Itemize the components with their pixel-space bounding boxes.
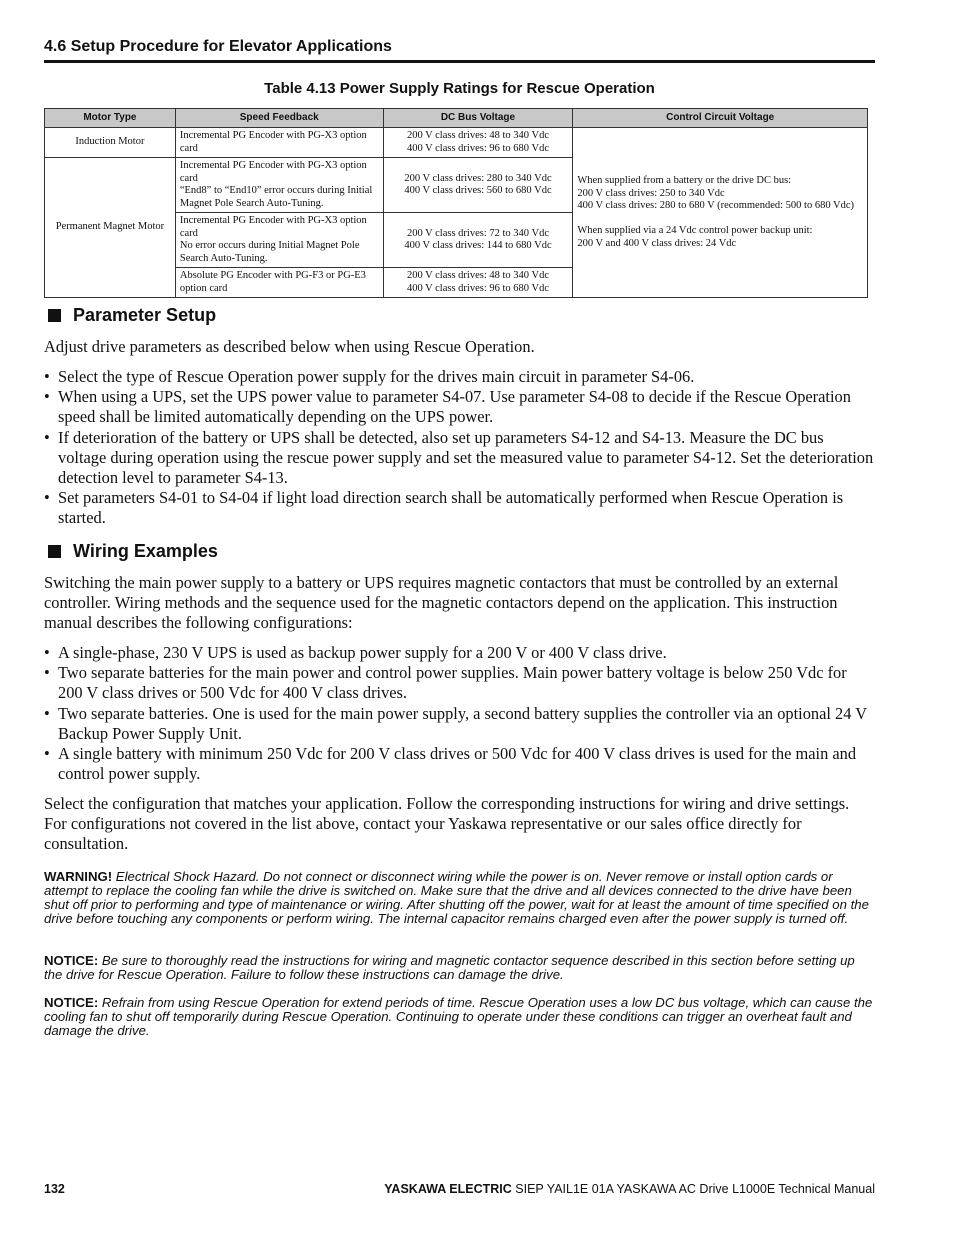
notice-block [44,954,875,982]
dc-bus-cell: 200 V class drives: 48 to 340 Vdc 400 V class drives: 96 to 680 Vdc [383,128,573,158]
table-row [45,128,868,158]
speed-feedback-cell: Incremental PG Encoder with PG-X3 option card No error occurs during Initial Magnet Pole Search Auto-Tuning. [175,213,383,268]
speed-feedback-cell: Incremental PG Encoder with PG-X3 option card [175,128,383,158]
motor-type-cell: Permanent Magnet Motor [45,158,176,298]
header-motor-type: Motor Type [45,109,176,128]
section-header-title: 4.6 Setup Procedure for Elevator Applications [44,38,392,55]
wiring-examples-heading [48,541,218,562]
parameter-setup-heading-text: Parameter Setup [73,305,217,325]
dc-bus-cell: 200 V class drives: 48 to 340 Vdc 400 V class drives: 96 to 680 Vdc [383,268,573,298]
warning-label: WARNING! [44,869,113,884]
notice-text: Be sure to thoroughly read the instructions for wiring and magnetic contactor sequence described in this section before setting up the drive for Rescue Operation. Failure to follow these instructions can damage the drive. [44,953,855,982]
header-control-circuit-voltage: Control Circuit Voltage [573,109,868,128]
footer-doc-title: SIEP YAIL1E 01A YASKAWA AC Drive L1000E Technical Manual [511,1182,875,1196]
parameter-setup-heading [48,305,216,326]
list-item: • When using a UPS, set the UPS power value to parameter S4-07. Use parameter S4-08 to decide if the Rescue Operation speed shall be limited automatically depending on the UPS power. [44,387,875,427]
square-bullet-icon [48,545,61,558]
warning-block [44,870,875,926]
footer-doc-info [384,1182,875,1196]
list-item: • A single battery with minimum 250 Vdc for 200 V class drives or 500 Vdc for 400 V class drives is used for the main and control power supply. [44,744,875,784]
list-item: • Set parameters S4-01 to S4-04 if light load direction search shall be automatically performed when Rescue Operation is started. [44,488,875,528]
notice-label: NOTICE: [44,953,99,968]
warning-text: Electrical Shock Hazard. Do not connect or disconnect wiring while the power is on. Never remove or install option cards or attempt to replace the cooling fan while the drive is switched on. Make sure that the drive and all devices connected to the drive have been shut off prior to performing and type of maintenance or wiring. After shutting off the power, wait for at least the amount of time specified on the drive before touching any components or perform wiring. The internal capacitor remains charged even after the power supply is turned off. [44,869,869,926]
table-header-row [45,109,868,128]
header-speed-feedback: Speed Feedback [175,109,383,128]
dc-bus-cell: 200 V class drives: 280 to 340 Vdc 400 V class drives: 560 to 680 Vdc [383,158,573,213]
parameter-setup-list [44,367,875,529]
page-number: 132 [44,1182,65,1196]
square-bullet-icon [48,309,61,322]
wiring-examples-list [44,643,875,784]
wiring-examples-heading-text: Wiring Examples [73,541,218,561]
speed-feedback-cell: Incremental PG Encoder with PG-X3 option card “End8” to “End10” error occurs during Initial Magnet Pole Search Auto-Tuning. [175,158,383,213]
notice-block [44,996,875,1038]
wiring-examples-outro: Select the configuration that matches your application. Follow the corresponding instructions for wiring and drive settings. For configurations not covered in the list above, contact your Yaskawa representative or our sales office directly for consultation. [44,794,850,854]
header-dc-bus-voltage: DC Bus Voltage [383,109,573,128]
parameter-setup-intro: Adjust drive parameters as described below when using Rescue Operation. [44,337,535,356]
motor-type-cell: Induction Motor [45,128,176,158]
list-item: • If deterioration of the battery or UPS shall be detected, also set up parameters S4-12 and S4-13. Measure the DC bus voltage during operation using the rescue power supply and set the measured value to parameter S4-12. Set the deterioration detection level to parameter S4-13. [44,428,875,489]
notice-label: NOTICE: [44,995,99,1010]
header-rule [44,60,875,63]
list-item: • Two separate batteries for the main power and control power supplies. Main power battery voltage is below 250 Vdc for 200 V class drives or 500 Vdc for 400 V class drives. [44,663,875,703]
power-supply-ratings-table [44,108,868,298]
footer-brand: YASKAWA ELECTRIC [384,1182,512,1196]
control-circuit-voltage-cell: When supplied from a battery or the drive DC bus: 200 V class drives: 250 to 340 Vdc 400 V class drives: 280 to 680 V (recommended: 500 to 680 Vdc) When supplied via a 24 Vdc control power backup unit: 200 V and 400 V class drives: 24 Vdc [573,128,868,298]
dc-bus-cell: 200 V class drives: 72 to 340 Vdc 400 V class drives: 144 to 680 Vdc [383,213,573,268]
list-item: • A single-phase, 230 V UPS is used as backup power supply for a 200 V or 400 V class drive. [44,643,875,663]
list-item: • Select the type of Rescue Operation power supply for the drives main circuit in parameter S4-06. [44,367,875,387]
speed-feedback-cell: Absolute PG Encoder with PG-F3 or PG-E3 option card [175,268,383,298]
table-caption: Table 4.13 Power Supply Ratings for Rescue Operation [264,80,655,97]
notice-text: Refrain from using Rescue Operation for extend periods of time. Rescue Operation uses a low DC bus voltage, which can cause the cooling fan to shut off temporarily during Rescue Operation. Continuing to operate under these conditions can trigger an overheat fault and damage the drive. [44,995,873,1038]
wiring-examples-intro: Switching the main power supply to a battery or UPS requires magnetic contactors that must be controlled by an external controller. Wiring methods and the sequence used for the magnetic contactors depend on the application. This instruction manual describes the following configurations: [44,573,839,633]
list-item: • Two separate batteries. One is used for the main power supply, a second battery supplies the controller via an optional 24 V Backup Power Supply Unit. [44,704,875,744]
